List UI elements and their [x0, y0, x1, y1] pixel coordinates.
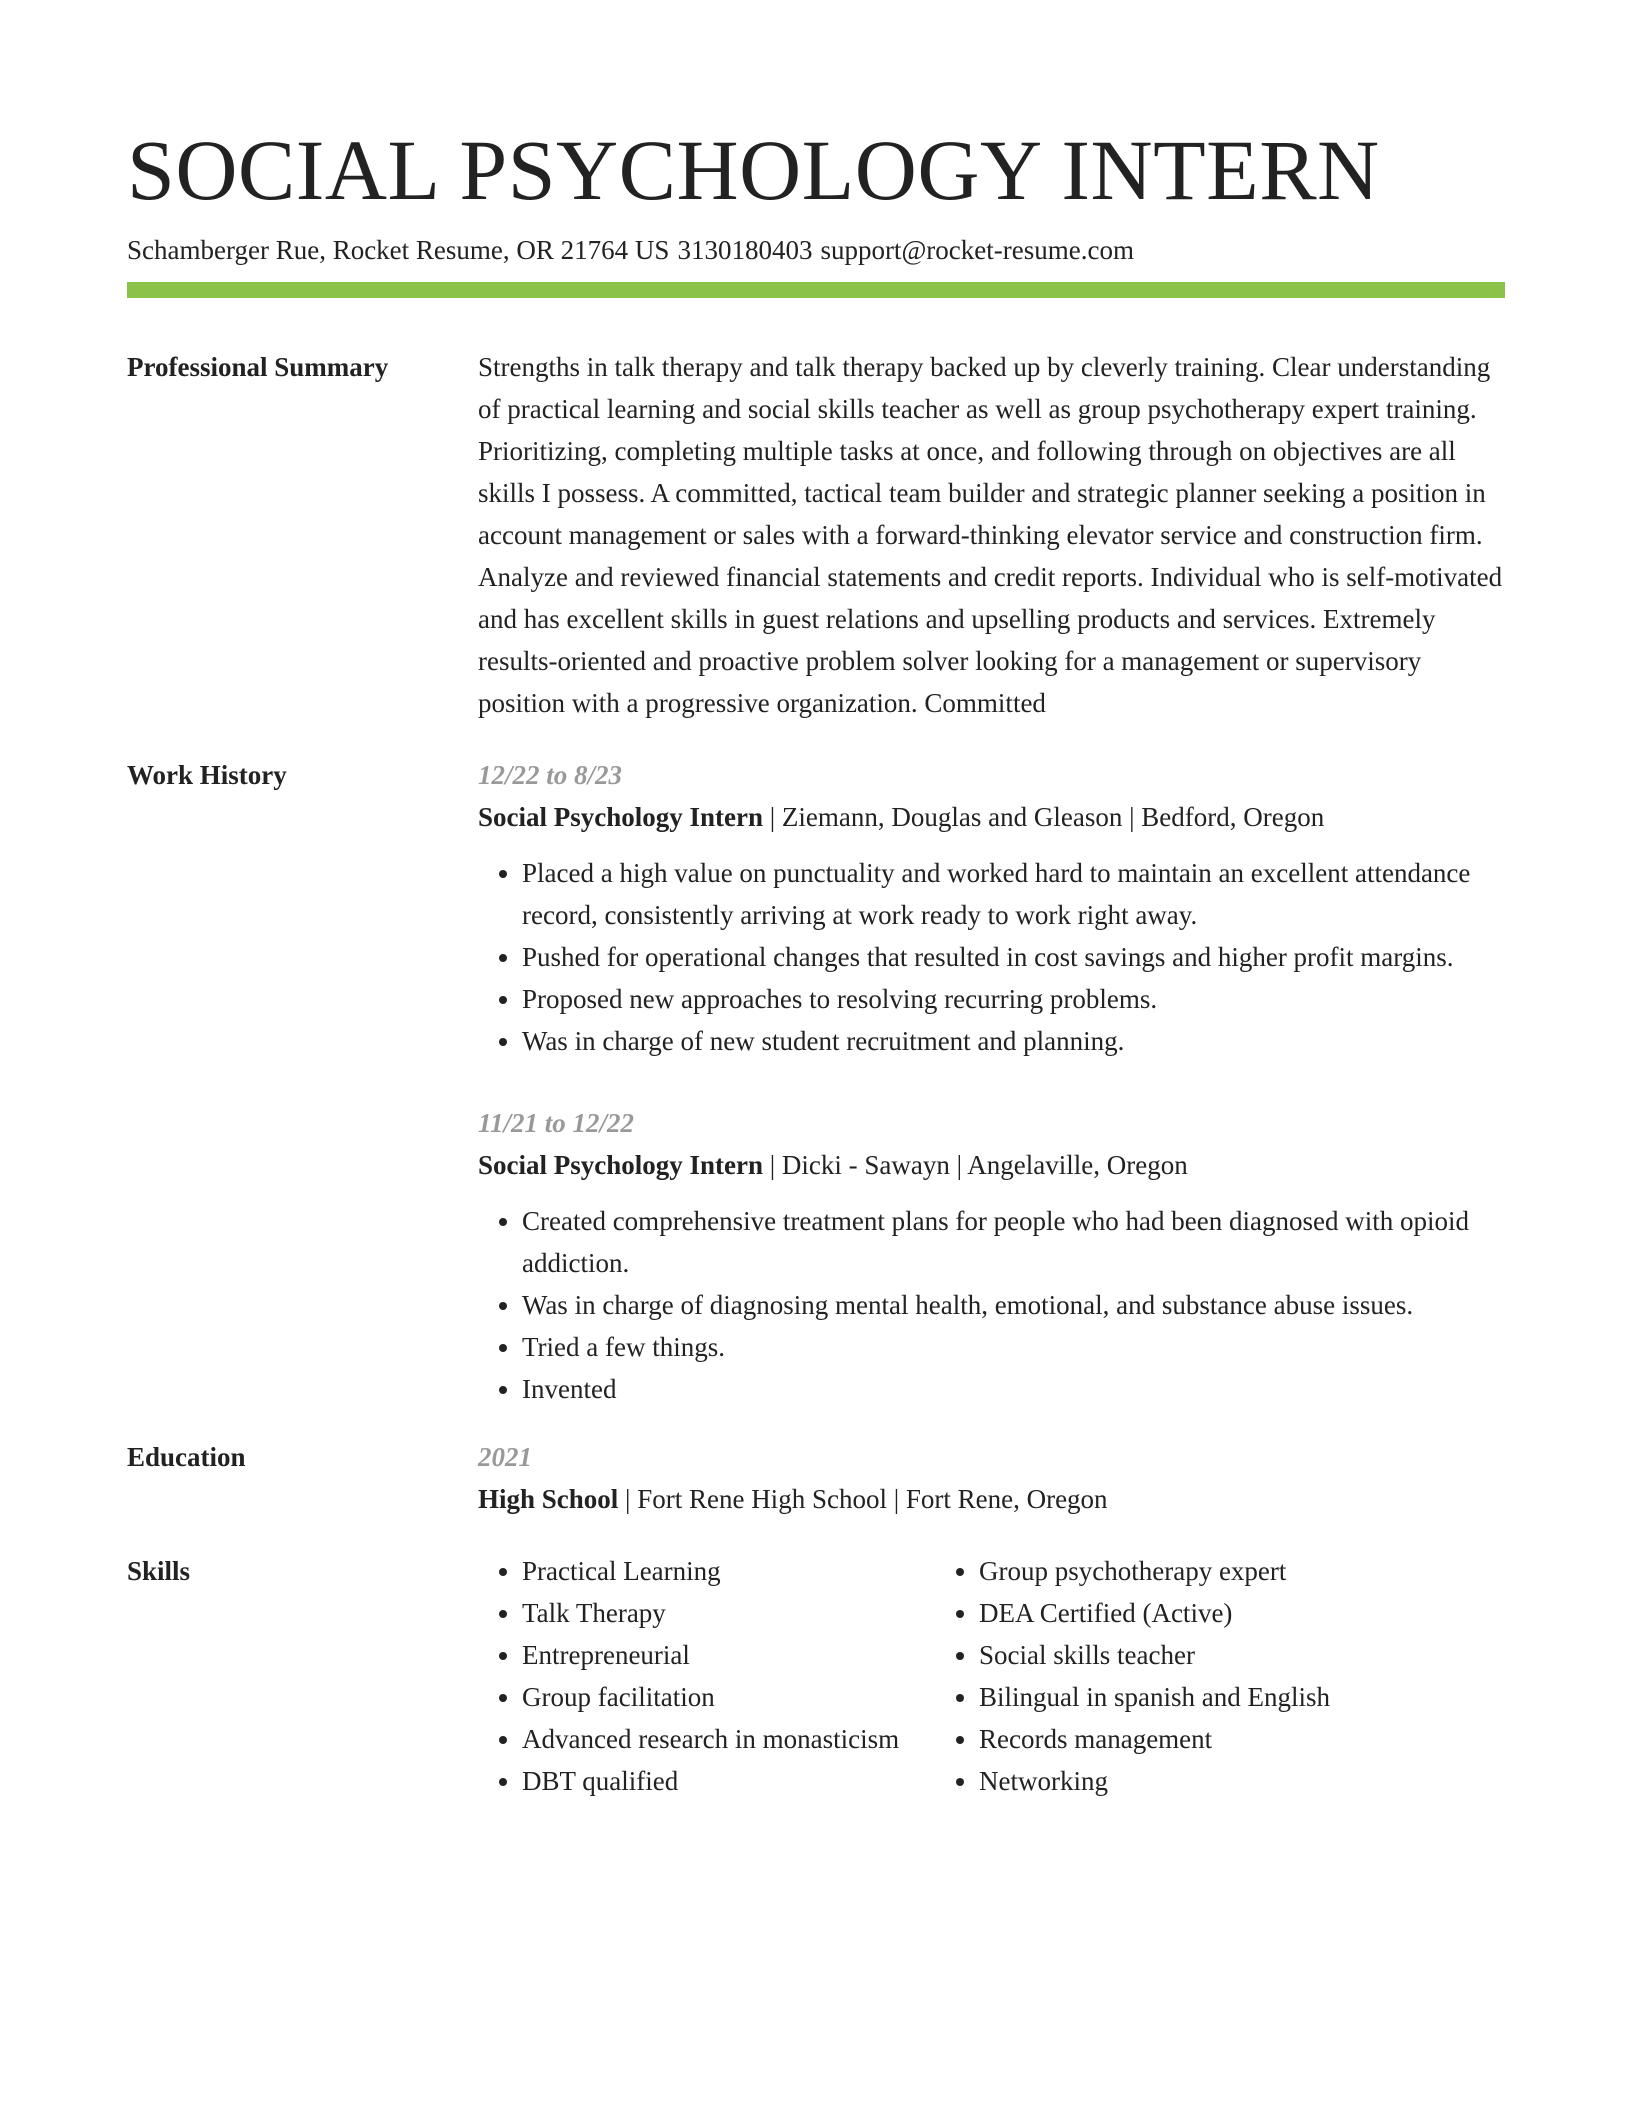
job-bullet: • Tried a few things.: [522, 1326, 1505, 1368]
summary-text: Strengths in talk therapy and talk therapy backed up by cleverly training. Clear understanding of practical learning and social skills teacher as well as group psychotherapy expert training. Prioritizing, completing multiple tasks at once, and following through on objectives are all skills I possess. A committed, tactical team builder and strategic planner seeking a position in account management or sales with a forward-thinking elevator service and construction firm. Analyze and reviewed financial statements and credit reports. Individual who is self-motivated and has excellent skills in guest relations and upselling products and services. Extremely results-oriented and proactive problem solver looking for a management or supervisory position with a progressive organization. Committed: [478, 352, 1503, 718]
job-bullet: • Pushed for operational changes that resulted in cost savings and higher profit margins.: [522, 936, 1505, 978]
contact-phone: 3130180403: [677, 235, 813, 265]
education-degree: High School: [478, 1484, 619, 1514]
skills-heading: Skills: [127, 1556, 191, 1586]
skill-item: • Advanced research in monasticism: [522, 1718, 935, 1760]
job-role-line: [478, 1144, 1505, 1186]
skill-item: • Talk Therapy: [522, 1592, 935, 1634]
job-entry: [478, 1102, 1505, 1410]
education-school-location: | Fort Rene High School | Fort Rene, Oregon: [618, 1484, 1108, 1514]
job-employer-location: | Ziemann, Douglas and Gleason | Bedford, Oregon: [763, 802, 1325, 832]
summary-section: [127, 346, 1505, 724]
resume-title: SOCIAL PSYCHOLOGY INTERN: [127, 122, 1380, 218]
contact-line: [127, 232, 1505, 268]
contact-address: Schamberger Rue, Rocket Resume, OR 21764 US: [127, 235, 670, 265]
job-title: Social Psychology Intern: [478, 802, 764, 832]
education-year: 2021: [478, 1442, 532, 1472]
job-dates: 11/21 to 12/22: [478, 1108, 635, 1138]
skill-item: • Practical Learning: [522, 1550, 935, 1592]
job-bullet: • Was in charge of diagnosing mental health, emotional, and substance abuse issues.: [522, 1284, 1505, 1326]
work-history-heading: Work History: [127, 760, 287, 790]
skills-column-left: [478, 1550, 935, 1802]
skills-grid: [478, 1550, 1505, 1802]
summary-heading: Professional Summary: [127, 352, 389, 382]
work-history-section: [127, 754, 1505, 1410]
skills-column-right: [935, 1550, 1392, 1802]
contact-email: support@rocket-resume.com: [820, 235, 1134, 265]
skills-section: [127, 1550, 1505, 1802]
job-dates: 12/22 to 8/23: [478, 760, 623, 790]
skill-item: • Entrepreneurial: [522, 1634, 935, 1676]
education-heading: Education: [127, 1442, 246, 1472]
education-section: [127, 1436, 1505, 1520]
education-body: [478, 1436, 1505, 1520]
job-role-line: [478, 796, 1505, 838]
job-bullet: • Invented: [522, 1368, 1505, 1410]
skill-item: • Bilingual in spanish and English: [979, 1676, 1392, 1718]
job-bullet: • Created comprehensive treatment plans for people who had been diagnosed with opioid addiction.: [522, 1200, 1505, 1284]
skill-item: • DEA Certified (Active): [979, 1592, 1392, 1634]
job-title: Social Psychology Intern: [478, 1150, 764, 1180]
skill-item: • Networking: [979, 1760, 1392, 1802]
skill-item: • Group facilitation: [522, 1676, 935, 1718]
job-bullet: • Placed a high value on punctuality and worked hard to maintain an excellent attendance record, consistently arriving at work ready to work right away.: [522, 852, 1505, 936]
education-line: [478, 1478, 1505, 1520]
job-bullets: [478, 852, 1505, 1062]
job-entry: [478, 754, 1505, 1062]
summary-body: [478, 346, 1505, 724]
work-history-body: [478, 754, 1505, 1410]
job-employer-location: | Dicki - Sawayn | Angelaville, Oregon: [763, 1150, 1188, 1180]
accent-divider: [127, 282, 1505, 298]
job-bullet: • Proposed new approaches to resolving recurring problems.: [522, 978, 1505, 1020]
skill-item: • DBT qualified: [522, 1760, 935, 1802]
skill-item: • Social skills teacher: [979, 1634, 1392, 1676]
skills-body: [478, 1550, 1505, 1802]
skill-item: • Group psychotherapy expert: [979, 1550, 1392, 1592]
job-bullets: [478, 1200, 1505, 1410]
job-bullet: • Was in charge of new student recruitment and planning.: [522, 1020, 1505, 1062]
skill-item: • Records management: [979, 1718, 1392, 1760]
